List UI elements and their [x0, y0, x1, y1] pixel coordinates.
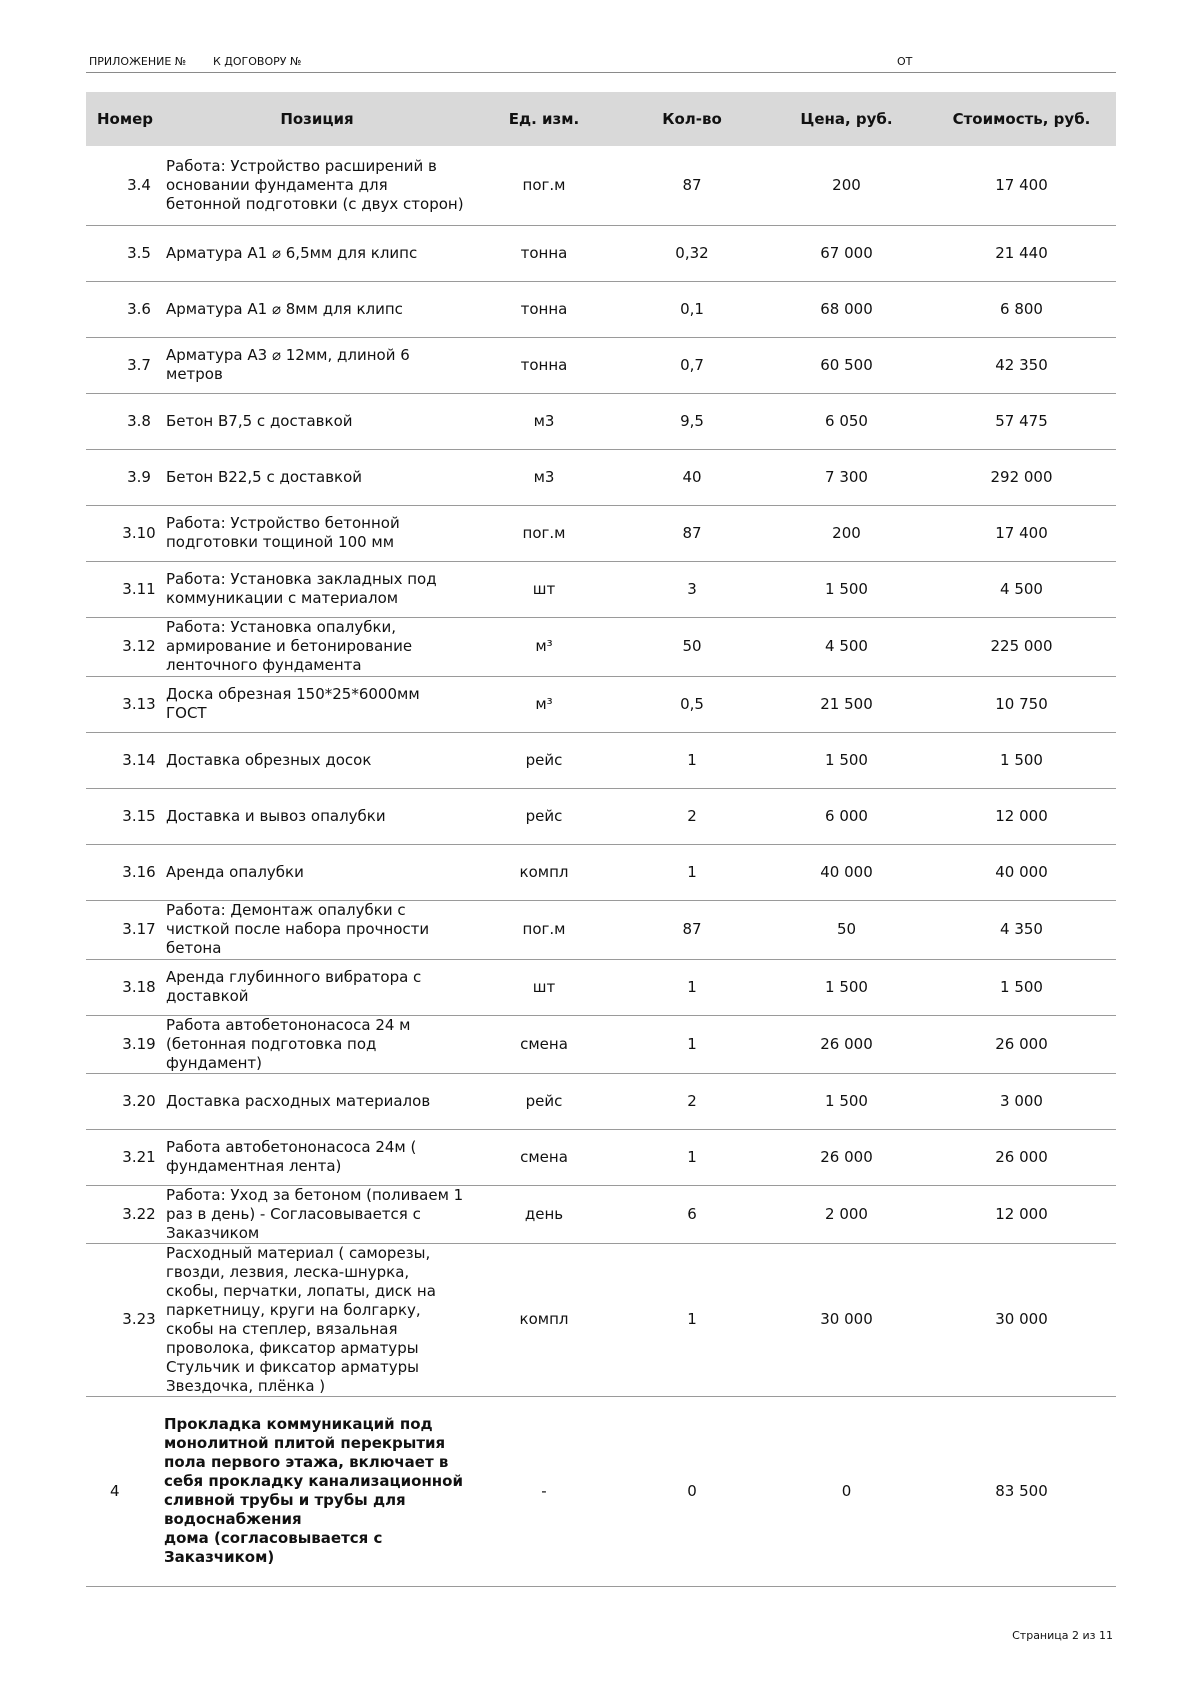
row-unit: компл [470, 844, 618, 900]
row-price: 26 000 [766, 1129, 927, 1185]
row-number: 3.8 [86, 393, 164, 449]
specification-table [86, 92, 1116, 1587]
row-position: Работа автобетононасоса 24 м (бетонная подготовка под фундамент) [164, 1015, 470, 1073]
table-row [86, 844, 1116, 900]
row-number: 3.14 [86, 732, 164, 788]
section-position [164, 1396, 470, 1586]
row-unit: смена [470, 1129, 618, 1185]
row-unit: смена [470, 1015, 618, 1073]
row-number: 3.11 [86, 561, 164, 617]
row-number: 3.4 [86, 146, 164, 225]
row-number: 3.6 [86, 281, 164, 337]
row-price: 30 000 [766, 1243, 927, 1396]
row-price: 7 300 [766, 449, 927, 505]
row-cost: 6 800 [927, 281, 1116, 337]
row-position: Работа автобетононасоса 24м ( фундаментная лента) [164, 1129, 470, 1185]
row-quantity: 1 [618, 959, 766, 1015]
row-unit: м³ [470, 617, 618, 676]
document-header [86, 55, 1116, 73]
row-cost: 17 400 [927, 146, 1116, 225]
row-number: 3.13 [86, 676, 164, 732]
row-price: 1 500 [766, 732, 927, 788]
row-quantity: 87 [618, 146, 766, 225]
table-row [86, 788, 1116, 844]
row-unit: рейс [470, 1073, 618, 1129]
section-row [86, 1396, 1116, 1586]
row-price: 6 000 [766, 788, 927, 844]
row-cost: 12 000 [927, 1185, 1116, 1243]
section-position-line: Прокладка коммуникаций под [164, 1415, 433, 1433]
row-number: 3.10 [86, 505, 164, 561]
row-unit: м3 [470, 449, 618, 505]
row-cost: 40 000 [927, 844, 1116, 900]
row-number: 3.23 [86, 1243, 164, 1396]
row-quantity: 1 [618, 1243, 766, 1396]
row-position: Работа: Демонтаж опалубки с чисткой после набора прочности бетона [164, 900, 470, 959]
row-unit: тонна [470, 337, 618, 393]
row-price: 21 500 [766, 676, 927, 732]
row-quantity: 0,1 [618, 281, 766, 337]
row-price: 26 000 [766, 1015, 927, 1073]
row-cost: 4 350 [927, 900, 1116, 959]
row-cost: 12 000 [927, 788, 1116, 844]
appendix-label: ПРИЛОЖЕНИЕ № [89, 55, 187, 68]
section-position-line: сливной трубы и трубы для [164, 1491, 406, 1509]
table-row [86, 281, 1116, 337]
row-unit: рейс [470, 732, 618, 788]
row-price: 1 500 [766, 959, 927, 1015]
row-unit: м³ [470, 676, 618, 732]
row-unit: рейс [470, 788, 618, 844]
row-position: Доставка расходных материалов [164, 1073, 470, 1129]
table-row [86, 617, 1116, 676]
section-cost: 83 500 [927, 1396, 1116, 1586]
row-unit: пог.м [470, 900, 618, 959]
row-position: Арматура А1 ⌀ 8мм для клипс [164, 281, 470, 337]
row-quantity: 87 [618, 900, 766, 959]
row-number: 3.9 [86, 449, 164, 505]
section-position-line: Заказчиком) [164, 1548, 275, 1566]
row-number: 3.19 [86, 1015, 164, 1073]
row-price: 40 000 [766, 844, 927, 900]
row-position: Аренда глубинного вибратора с доставкой [164, 959, 470, 1015]
table-row [86, 225, 1116, 281]
row-position: Арматура А1 ⌀ 6,5мм для клипс [164, 225, 470, 281]
row-quantity: 9,5 [618, 393, 766, 449]
row-price: 67 000 [766, 225, 927, 281]
row-price: 68 000 [766, 281, 927, 337]
column-header-price: Цена, руб. [766, 92, 927, 146]
table-row [86, 1243, 1116, 1396]
row-quantity: 6 [618, 1185, 766, 1243]
row-position: Работа: Установка опалубки, армирование и бетонирование ленточного фундамента [164, 617, 470, 676]
row-quantity: 50 [618, 617, 766, 676]
row-unit: тонна [470, 225, 618, 281]
from-label: ОТ [897, 55, 913, 68]
table-row [86, 561, 1116, 617]
row-quantity: 0,5 [618, 676, 766, 732]
contract-label: К ДОГОВОРУ № [213, 55, 302, 68]
row-number: 3.17 [86, 900, 164, 959]
row-number: 3.15 [86, 788, 164, 844]
page-number: Страница 2 из 11 [1012, 1629, 1113, 1642]
section-position-line: себя прокладку канализационной [164, 1472, 463, 1490]
column-header-number: Номер [86, 92, 164, 146]
section-position-line: монолитной плитой перекрытия [164, 1434, 446, 1452]
row-quantity: 2 [618, 788, 766, 844]
row-number: 3.7 [86, 337, 164, 393]
row-position: Доставка обрезных досок [164, 732, 470, 788]
row-unit: день [470, 1185, 618, 1243]
section-unit: - [470, 1396, 618, 1586]
row-quantity: 1 [618, 732, 766, 788]
row-position: Работа: Установка закладных под коммуникации с материалом [164, 561, 470, 617]
row-quantity: 0,32 [618, 225, 766, 281]
row-quantity: 87 [618, 505, 766, 561]
row-cost: 225 000 [927, 617, 1116, 676]
column-header-cost: Стоимость, руб. [927, 92, 1116, 146]
row-position: Аренда опалубки [164, 844, 470, 900]
row-unit: тонна [470, 281, 618, 337]
row-position: Работа: Устройство расширений в основании фундамента для бетонной подготовки (с двух сторон) [164, 146, 470, 225]
row-unit: пог.м [470, 146, 618, 225]
row-quantity: 40 [618, 449, 766, 505]
table-row [86, 900, 1116, 959]
table-row [86, 449, 1116, 505]
row-cost: 21 440 [927, 225, 1116, 281]
section-position-line: дома (согласовывается с [164, 1529, 383, 1547]
table-row [86, 1073, 1116, 1129]
table-row [86, 676, 1116, 732]
row-number: 3.18 [86, 959, 164, 1015]
row-position: Работа: Уход за бетоном (поливаем 1 раз в день) - Согласовывается с Заказчиком [164, 1185, 470, 1243]
row-cost: 57 475 [927, 393, 1116, 449]
column-header-unit: Ед. изм. [470, 92, 618, 146]
table-header-row [86, 92, 1116, 146]
row-price: 1 500 [766, 1073, 927, 1129]
row-position: Бетон В7,5 с доставкой [164, 393, 470, 449]
table-row [86, 1185, 1116, 1243]
row-cost: 30 000 [927, 1243, 1116, 1396]
row-number: 3.5 [86, 225, 164, 281]
row-cost: 26 000 [927, 1015, 1116, 1073]
row-cost: 17 400 [927, 505, 1116, 561]
row-price: 60 500 [766, 337, 927, 393]
table-row [86, 337, 1116, 393]
row-cost: 1 500 [927, 959, 1116, 1015]
row-price: 6 050 [766, 393, 927, 449]
section-position-line: водоснабжения [164, 1510, 302, 1528]
table-row [86, 505, 1116, 561]
row-quantity: 2 [618, 1073, 766, 1129]
table-row [86, 1015, 1116, 1073]
row-unit: м3 [470, 393, 618, 449]
table-row [86, 1129, 1116, 1185]
row-number: 3.21 [86, 1129, 164, 1185]
table-row [86, 959, 1116, 1015]
row-quantity: 1 [618, 844, 766, 900]
row-price: 200 [766, 146, 927, 225]
row-price: 2 000 [766, 1185, 927, 1243]
row-cost: 10 750 [927, 676, 1116, 732]
row-price: 4 500 [766, 617, 927, 676]
row-cost: 42 350 [927, 337, 1116, 393]
row-quantity: 1 [618, 1129, 766, 1185]
row-position: Доска обрезная 150*25*6000мм ГОСТ [164, 676, 470, 732]
row-cost: 3 000 [927, 1073, 1116, 1129]
row-position: Расходный материал ( саморезы, гвозди, лезвия, леска-шнурка, скобы, перчатки, лопаты, диск на паркетницу, круги на болгарку, скобы на степлер, вязальная проволока, фиксатор арматуры Стульчик и фиксатор арматуры Звездочка, плёнка ) [164, 1243, 470, 1396]
row-cost: 4 500 [927, 561, 1116, 617]
row-unit: пог.м [470, 505, 618, 561]
column-header-quantity: Кол-во [618, 92, 766, 146]
column-header-position: Позиция [164, 92, 470, 146]
row-position: Работа: Устройство бетонной подготовки тощиной 100 мм [164, 505, 470, 561]
row-number: 3.20 [86, 1073, 164, 1129]
row-position: Бетон В22,5 с доставкой [164, 449, 470, 505]
row-quantity: 1 [618, 1015, 766, 1073]
section-quantity: 0 [618, 1396, 766, 1586]
row-unit: шт [470, 959, 618, 1015]
row-unit: компл [470, 1243, 618, 1396]
row-position: Доставка и вывоз опалубки [164, 788, 470, 844]
row-number: 3.22 [86, 1185, 164, 1243]
row-cost: 292 000 [927, 449, 1116, 505]
row-price: 1 500 [766, 561, 927, 617]
table-row [86, 732, 1116, 788]
section-position-line: пола первого этажа, включает в [164, 1453, 449, 1471]
row-position: Арматура А3 ⌀ 12мм, длиной 6 метров [164, 337, 470, 393]
row-number: 3.12 [86, 617, 164, 676]
row-quantity: 0,7 [618, 337, 766, 393]
row-quantity: 3 [618, 561, 766, 617]
row-price: 50 [766, 900, 927, 959]
row-cost: 1 500 [927, 732, 1116, 788]
table-row [86, 146, 1116, 225]
row-price: 200 [766, 505, 927, 561]
row-cost: 26 000 [927, 1129, 1116, 1185]
section-price: 0 [766, 1396, 927, 1586]
section-number: 4 [86, 1396, 164, 1586]
table-row [86, 393, 1116, 449]
row-unit: шт [470, 561, 618, 617]
row-number: 3.16 [86, 844, 164, 900]
